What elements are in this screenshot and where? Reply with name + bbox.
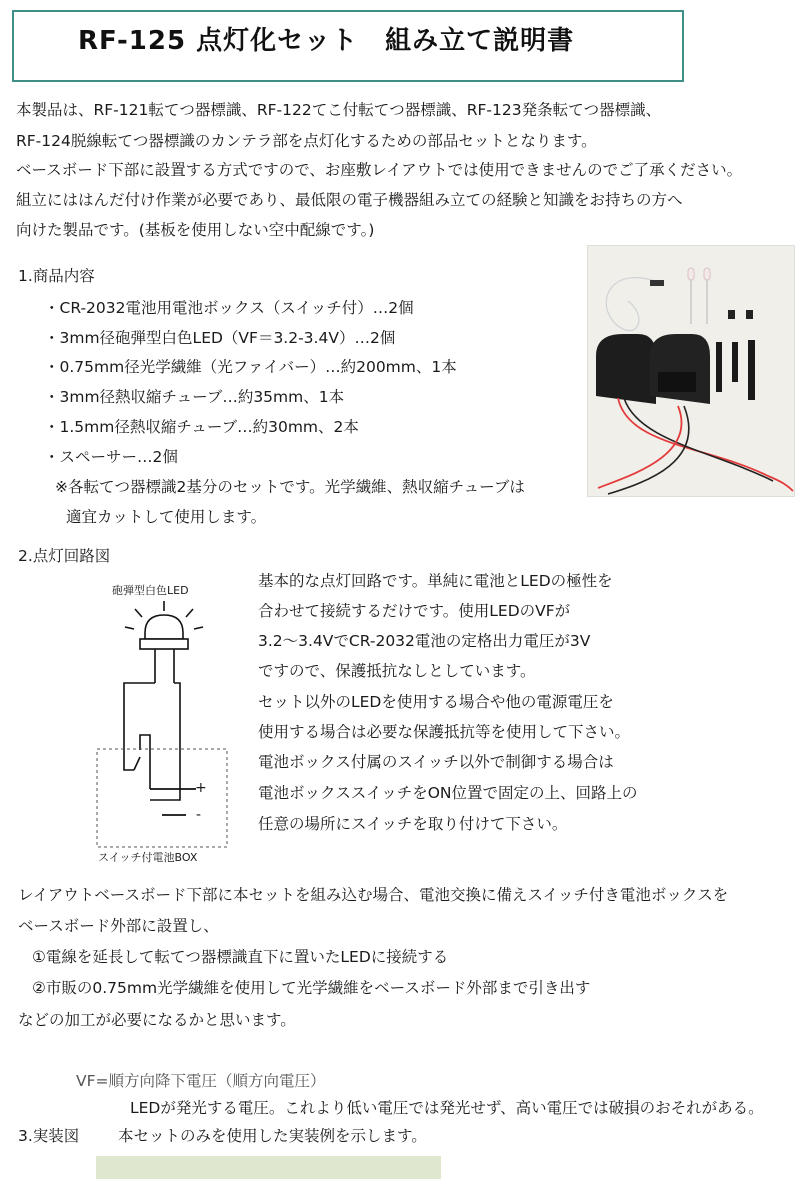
led-symbol bbox=[145, 615, 183, 639]
switch-symbol bbox=[134, 757, 140, 770]
section1-item: ・CR-2032電池用電池ボックス（スイッチ付）…2個 bbox=[44, 299, 414, 317]
section1-item: ・1.5mm径熱収縮チューブ…約30mm、2本 bbox=[44, 418, 359, 436]
page-title: RF-125 点灯化セット 組み立て説明書 bbox=[78, 26, 575, 56]
circuit-description: 電池ボックススイッチをON位置で固定の上、回路上の bbox=[258, 784, 638, 802]
layout-note-line: ①電線を延長して転てつ器標識直下に置いたLEDに接続する bbox=[32, 948, 449, 966]
section1-item: ・0.75mm径光学繊維（光ファイバー）…約200mm、1本 bbox=[44, 358, 457, 376]
minus-sign: - bbox=[196, 807, 202, 823]
section1-note: ※各転てつ器標識2基分のセットです。光学繊維、熱収縮チューブは bbox=[55, 478, 525, 496]
intro-line: 本製品は、RF-121転てつ器標識、RF-122てこ付転てつ器標識、RF-123発条転てつ器標識、 bbox=[16, 101, 662, 119]
section3-text: 本セットのみを使用した実装例を示します。 bbox=[118, 1127, 427, 1145]
battery-box-label: スイッチ付電池BOX bbox=[98, 851, 198, 864]
circuit-description: 基本的な点灯回路です。単純に電池とLEDの極性を bbox=[258, 572, 613, 590]
section1-heading: 1.商品内容 bbox=[18, 267, 95, 285]
layout-note-line: ②市販の0.75mm光学繊維を使用して光学繊維をベースボード外部まで引き出す bbox=[32, 979, 591, 997]
product-photo bbox=[587, 245, 795, 497]
circuit-description: 使用する場合は必要な保護抵抗等を使用して下さい。 bbox=[258, 723, 631, 741]
intro-line: ベースボード下部に設置する方式ですので、お座敷レイアウトでは使用できませんのでご了承ください。 bbox=[16, 161, 743, 179]
circuit-description: セット以外のLEDを使用する場合や他の電源電圧を bbox=[258, 693, 614, 711]
vf-definition: LEDが発光する電圧。これより低い電圧では発光せず、高い電圧では破損のおそれがある。 bbox=[130, 1099, 764, 1117]
circuit-description: ですので、保護抵抗なしとしています。 bbox=[258, 662, 536, 680]
vf-term: VF=順方向降下電圧（順方向電圧） bbox=[76, 1072, 326, 1090]
section2-heading: 2.点灯回路図 bbox=[18, 547, 111, 565]
circuit-description: 合わせて接続するだけです。使用LEDのVFが bbox=[258, 602, 571, 620]
circuit-diagram bbox=[88, 575, 268, 865]
led-ray bbox=[135, 609, 142, 617]
section1-item: ・3mm径砲弾型白色LED（VF＝3.2-3.4V）…2個 bbox=[44, 329, 396, 347]
intro-line: 組立にははんだ付け作業が必要であり、最低限の電子機器組み立ての経験と知識をお持ちの方へ bbox=[16, 191, 683, 209]
section1-note: 適宜カットして使用します。 bbox=[66, 508, 267, 526]
battery-box-outline bbox=[97, 749, 227, 847]
circuit-description: 任意の場所にスイッチを取り付けて下さい。 bbox=[258, 815, 568, 833]
led-label: 砲弾型白色LED bbox=[112, 584, 189, 597]
intro-line: RF-124脱線転てつ器標識のカンテラ部を点灯化するための部品セットとなります。 bbox=[16, 132, 597, 150]
intro-line: 向けた製品です。(基板を使用しない空中配線です。) bbox=[16, 221, 375, 239]
circuit-description: 電池ボックス付属のスイッチ以外で制御する場合は bbox=[258, 753, 614, 771]
product-photo-illustration bbox=[588, 246, 795, 497]
layout-note-line: レイアウトベースボード下部に本セットを組み込む場合、電池交換に備えスイッチ付き電池ボックスを bbox=[18, 886, 729, 904]
layout-note-line: ベースボード外部に設置し、 bbox=[18, 917, 219, 935]
layout-note-line: などの加工が必要になるかと思います。 bbox=[18, 1011, 296, 1029]
section1-item: ・スペーサー…2個 bbox=[44, 448, 178, 466]
led-ray bbox=[194, 627, 203, 629]
led-ray bbox=[125, 627, 134, 629]
plus-sign: + bbox=[195, 780, 207, 796]
section3-heading: 3.実装図 bbox=[18, 1127, 80, 1145]
mounting-example-image bbox=[96, 1156, 441, 1179]
section1-item: ・3mm径熱収縮チューブ…約35mm、1本 bbox=[44, 388, 345, 406]
led-ray bbox=[186, 609, 193, 617]
circuit-description: 3.2～3.4VでCR-2032電池の定格出力電圧が3V bbox=[258, 632, 591, 650]
